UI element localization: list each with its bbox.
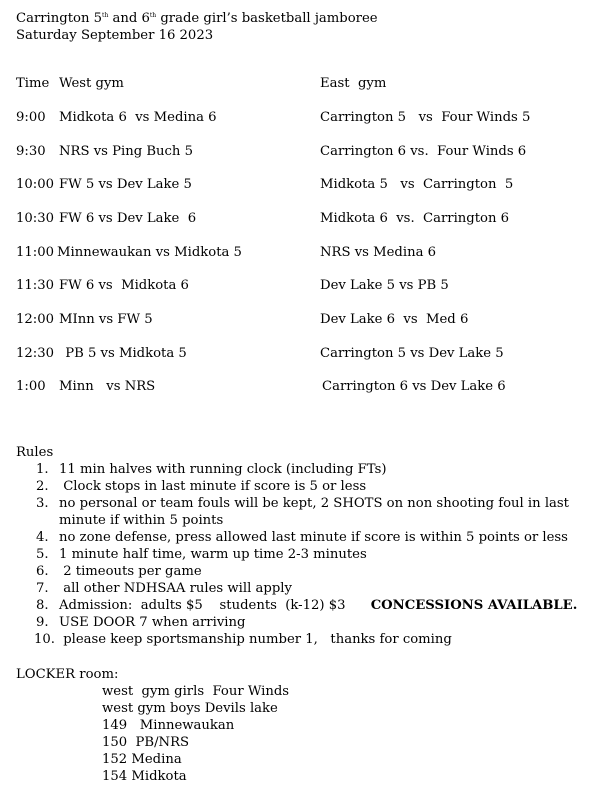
west-gym-header: West gym [59,76,124,91]
west-gym-game: FW 6 vs Midkota 6 [59,278,189,293]
game-time: 1:00 [16,379,46,394]
game-time: 11:00 [16,245,55,260]
locker-assignment: west gym girls Four Winds [102,684,290,699]
west-gym-game: FW 5 vs Dev Lake 5 [59,177,192,192]
locker-assignment: 152 Medina [102,752,182,767]
game-time: 11:30 [16,278,55,293]
rule-text: Clock stops in last minute if score is 5 or less [59,479,367,494]
east-gym-game: Midkota 6 vs. Carrington 6 [320,211,510,226]
west-gym-game: NRS vs Ping Buch 5 [59,144,193,159]
rule-item [36,614,596,631]
rule-item [36,495,596,529]
rule-item [36,597,596,614]
rule-text: all other NDHSAA rules will apply [59,581,292,596]
game-time: 10:00 [16,177,55,192]
time-column-header: Time [16,76,50,91]
rule-text: 2 timeouts per game [59,564,202,579]
rule-number: 9. [36,615,49,630]
locker-assignment: 150 PB/NRS [102,735,190,750]
rule-number: 6. [36,564,49,579]
game-time: 9:30 [16,144,46,159]
east-gym-header: East gym [320,76,387,91]
rules-heading: Rules [16,445,54,460]
rule-text: no zone defense, press allowed last minute if score is within 5 points or less [59,530,568,545]
rule-item [36,529,596,546]
game-time: 12:30 [16,346,55,361]
rule-number: 7. [36,581,49,596]
locker-assignment: 154 Midkota [102,769,187,784]
west-gym-game: FW 6 vs Dev Lake 6 [59,211,197,226]
rule-number: 10. [34,632,55,647]
locker-heading: LOCKER room: [16,667,119,682]
rule-item [36,631,596,648]
east-gym-game: Carrington 6 vs Dev Lake 6 [322,379,506,394]
event-date: Saturday September 16 2023 [16,28,214,43]
game-time: 10:30 [16,211,55,226]
east-gym-game: Carrington 5 vs Dev Lake 5 [320,346,504,361]
game-time: 9:00 [16,110,46,125]
east-gym-game: Midkota 5 vs Carrington 5 [320,177,514,192]
page-title: Carrington 5th and 6th grade girl’s basketball jamboree [16,11,378,26]
game-time: 12:00 [16,312,55,327]
rule-text: Admission: adults $5 students (k-12) $3 [59,598,371,613]
locker-assignment: west gym boys Devils lake [102,701,278,716]
rule-number: 4. [36,530,49,545]
west-gym-game: PB 5 vs Midkota 5 [61,346,187,361]
rule-item [36,580,596,597]
rule-item [36,461,596,478]
rule-number: 5. [36,547,49,562]
rule-number: 3. [36,496,49,511]
rule-text: 11 min halves with running clock (including FTs) [59,462,387,477]
rule-text: USE DOOR 7 when arriving [59,615,246,630]
rule-text: 1 minute half time, warm up time 2-3 minutes [59,547,367,562]
rule-item [36,546,596,563]
rule-number: 2. [36,479,49,494]
east-gym-game: Dev Lake 5 vs PB 5 [320,278,449,293]
locker-assignment: 149 Minnewaukan [102,718,235,733]
rule-item [36,563,596,580]
west-gym-game: Minnewaukan vs Midkota 5 [57,245,242,260]
west-gym-game: MInn vs FW 5 [59,312,153,327]
east-gym-game: NRS vs Medina 6 [320,245,437,260]
east-gym-game: Carrington 6 vs. Four Winds 6 [320,144,527,159]
west-gym-game: Midkota 6 vs Medina 6 [59,110,217,125]
rule-number: 8. [36,598,49,613]
rules-list [36,461,596,648]
rule-text: no personal or team fouls will be kept, 2 SHOTS on non shooting foul in last minute if within 5 points [59,496,574,528]
rule-text: please keep sportsmanship number 1, thanks for coming [59,632,452,647]
east-gym-game: Dev Lake 6 vs Med 6 [320,312,469,327]
rule-item [36,478,596,495]
rule-number: 1. [36,462,49,477]
west-gym-game: Minn vs NRS [59,379,156,394]
concessions-note: CONCESSIONS AVAILABLE. [370,598,578,613]
east-gym-game: Carrington 5 vs Four Winds 5 [320,110,531,125]
